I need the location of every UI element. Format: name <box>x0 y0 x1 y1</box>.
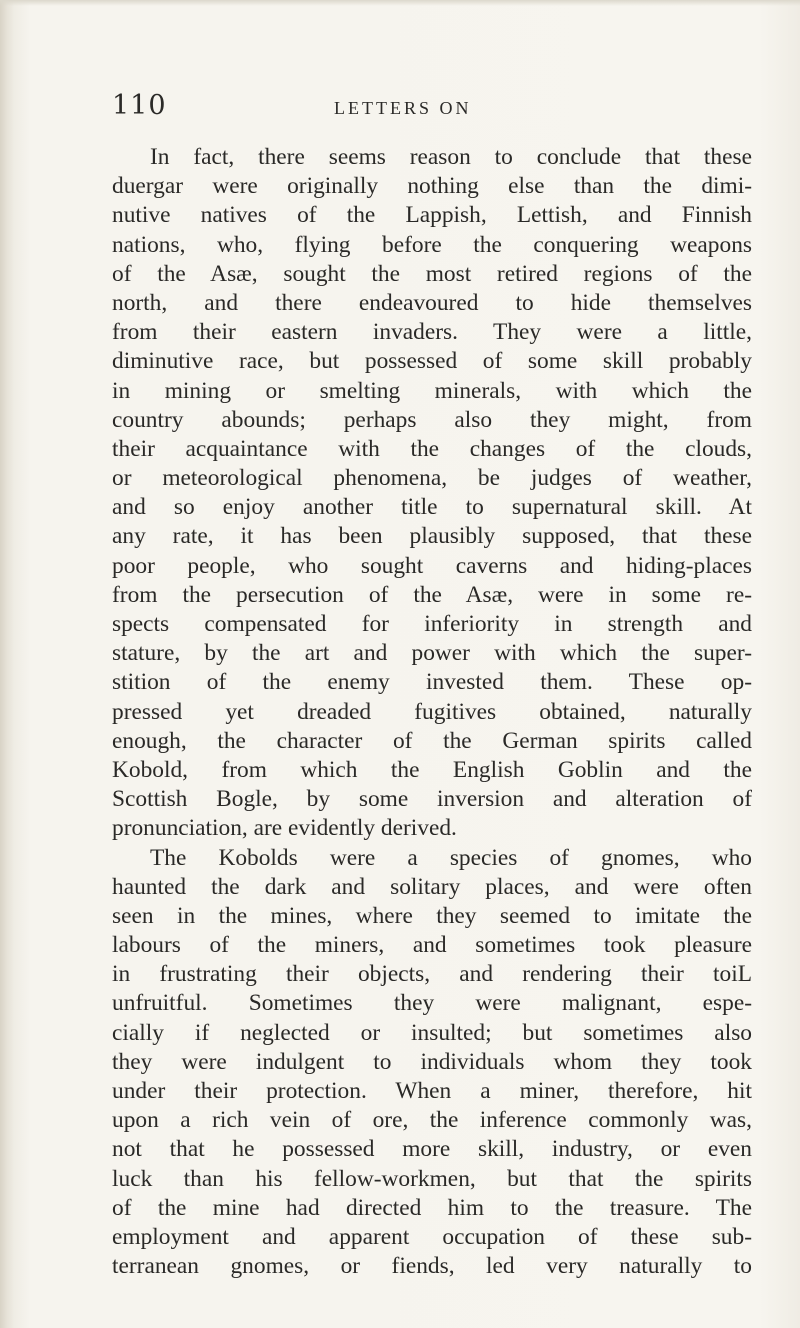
text-line: Kobold, from which the English Goblin and the <box>112 756 752 783</box>
running-title: LETTERS ON <box>334 98 472 118</box>
text-line: luck than his fellow-workmen, but that the spirits <box>112 1165 752 1192</box>
text-line: enough, the character of the German spirits called <box>112 727 752 754</box>
text-line: from the persecution of the Asæ, were in some re- <box>112 581 752 608</box>
page-number: 110 <box>112 90 167 121</box>
body-text <box>112 143 752 1281</box>
text-line: north, and there endeavoured to hide themselves <box>112 289 752 316</box>
text-line: their acquaintance with the changes of the clouds, <box>112 435 752 462</box>
text-line: poor people, who sought caverns and hiding-places <box>112 552 752 579</box>
text-line: pressed yet dreaded fugitives obtained, naturally <box>112 698 752 725</box>
text-line: upon a rich vein of ore, the inference commonly was, <box>112 1107 752 1134</box>
text-line: nutive natives of the Lappish, Lettish, and Finnish <box>112 202 752 229</box>
text-line: diminutive race, but possessed of some skill probably <box>112 348 752 375</box>
text-line: under their protection. When a miner, therefore, hit <box>112 1078 752 1104</box>
text-line: spects compensated for inferiority in strength and <box>112 611 752 637</box>
text-line: in frustrating their objects, and rendering their toiL <box>112 961 752 988</box>
text-line: employment and apparent occupation of these sub- <box>112 1223 752 1250</box>
text-line: Scottish Bogle, by some inversion and alteration of <box>112 786 752 813</box>
text-line: country abounds; perhaps also they might, from <box>112 406 752 433</box>
text-line: of the Asæ, sought the most retired regions of the <box>112 260 752 287</box>
text-line: cially if neglected or insulted; but sometimes also <box>112 1019 752 1046</box>
text-line: seen in the mines, where they seemed to imitate the <box>112 902 752 929</box>
text-line: nations, who, flying before the conquering weapons <box>112 231 752 258</box>
text-line: stature, by the art and power with which the super- <box>112 640 752 667</box>
text-line: they were indulgent to individuals whom they took <box>112 1048 752 1075</box>
text-line: haunted the dark and solitary places, and were often <box>112 873 752 900</box>
text-line: terranean gnomes, or fiends, led very naturally to <box>112 1253 752 1280</box>
text-line: or meteorological phenomena, be judges of weather, <box>112 465 752 492</box>
text-line: stition of the enemy invested them. These op- <box>112 669 752 696</box>
text-line: unfruitful. Sometimes they were malignant, espe- <box>112 990 752 1017</box>
text-line: duergar were originally nothing else than the dimi- <box>112 173 752 200</box>
text-line: labours of the miners, and sometimes took pleasure <box>112 932 752 959</box>
page-spine-shadow <box>0 0 14 1328</box>
text-line: pronunciation, are evidently derived. <box>112 815 457 842</box>
text-line: of the mine had directed him to the treasure. The <box>112 1194 752 1221</box>
page-top-edge <box>0 0 800 6</box>
text-line: any rate, it has been plausibly supposed, that these <box>112 523 752 550</box>
text-line: In fact, there seems reason to conclude that these <box>150 144 752 170</box>
text-line: from their eastern invaders. They were a little, <box>112 319 752 346</box>
text-line: not that he possessed more skill, industry, or even <box>112 1136 752 1163</box>
text-line: in mining or smelting minerals, with which the <box>112 377 752 404</box>
text-line: The Kobolds were a species of gnomes, who <box>150 844 752 871</box>
page-header <box>112 90 732 130</box>
text-line: and so enjoy another title to supernatural skill. At <box>112 494 752 521</box>
